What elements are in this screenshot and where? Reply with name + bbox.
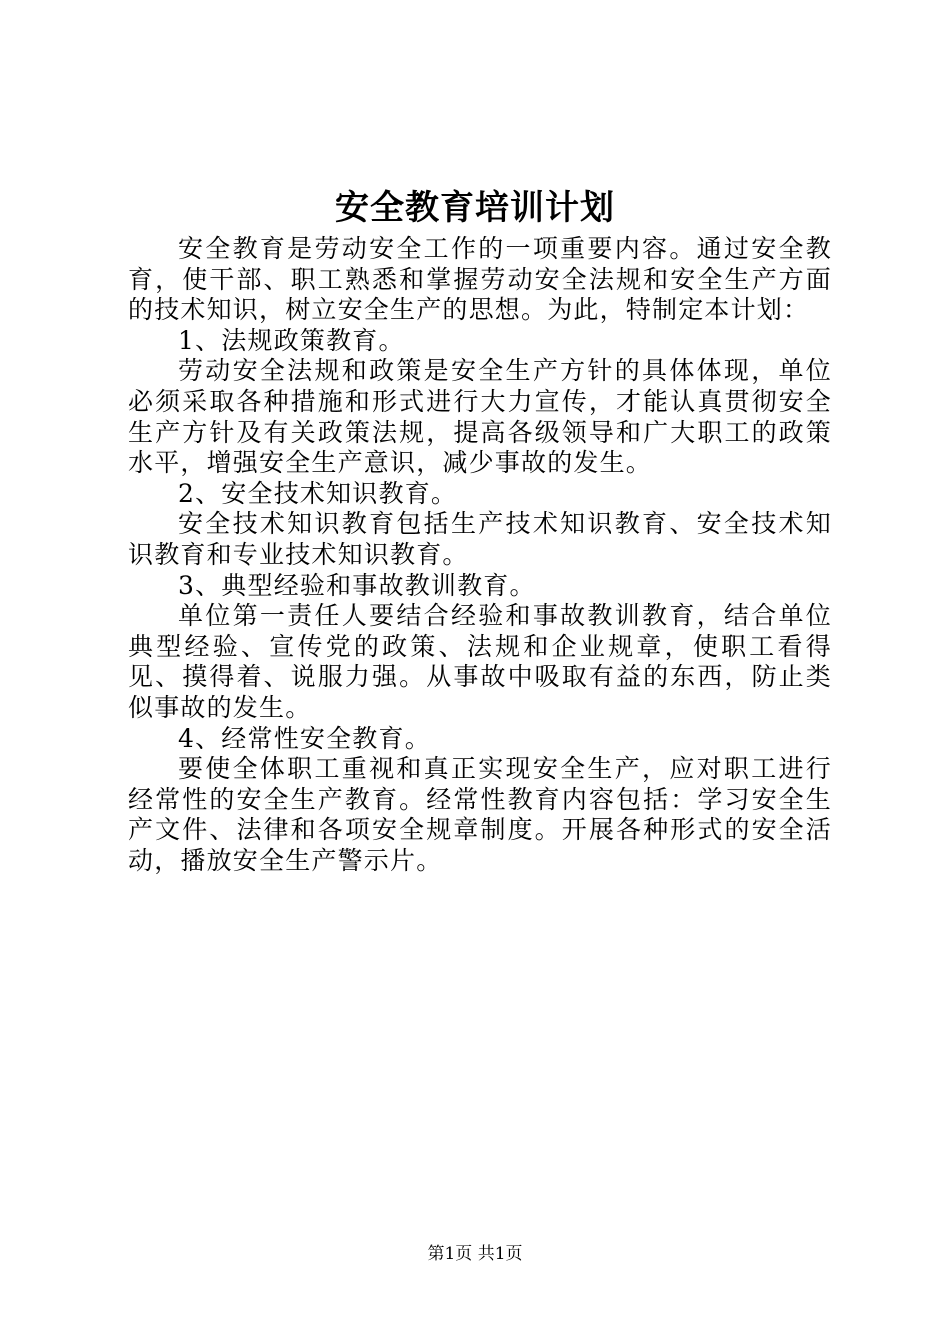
section-heading-3: 3、典型经验和事故教训教育。 bbox=[178, 570, 536, 600]
paragraph-intro: 安全教育是劳动安全工作的一项重要内容。通过安全教育，使干部、职工熟悉和掌握劳动安全法规和安全生产方面的技术知识，树立安全生产的思想。为此，特制定本计划： bbox=[128, 234, 832, 325]
paragraph-section-2: 安全技术知识教育包括生产技术知识教育、安全技术知识教育和专业技术知识教育。 bbox=[128, 509, 832, 569]
page-title: 安全教育培训计划 bbox=[335, 188, 615, 228]
paragraph-section-4: 要使全体职工重视和真正实现安全生产，应对职工进行经常性的安全生产教育。经常性教育内容包括：学习安全生产文件、法律和各项安全规章制度。开展各种形式的安全活动，播放安全生产警示片。 bbox=[128, 754, 832, 875]
paragraph-section-3: 单位第一责任人要结合经验和事故教训教育，结合单位典型经验、宣传党的政策、法规和企业规章，使职工看得见、摸得着、说服力强。从事故中吸取有益的东西，防止类似事故的发生。 bbox=[128, 601, 832, 722]
section-heading-4: 4、经常性安全教育。 bbox=[178, 723, 431, 753]
document-body bbox=[128, 234, 832, 876]
page-footer: 第1页 共1页 bbox=[427, 1244, 523, 1264]
paragraph-section-1: 劳动安全法规和政策是安全生产方针的具体体现，单位必须采取各种措施和形式进行大力宣传，才能认真贯彻安全生产方针及有关政策法规，提高各级领导和广大职工的政策水平，增强安全生产意识，减少事故的发生。 bbox=[128, 356, 832, 478]
section-heading-2: 2、安全技术知识教育。 bbox=[178, 478, 458, 508]
section-heading-1: 1、法规政策教育。 bbox=[178, 325, 405, 355]
